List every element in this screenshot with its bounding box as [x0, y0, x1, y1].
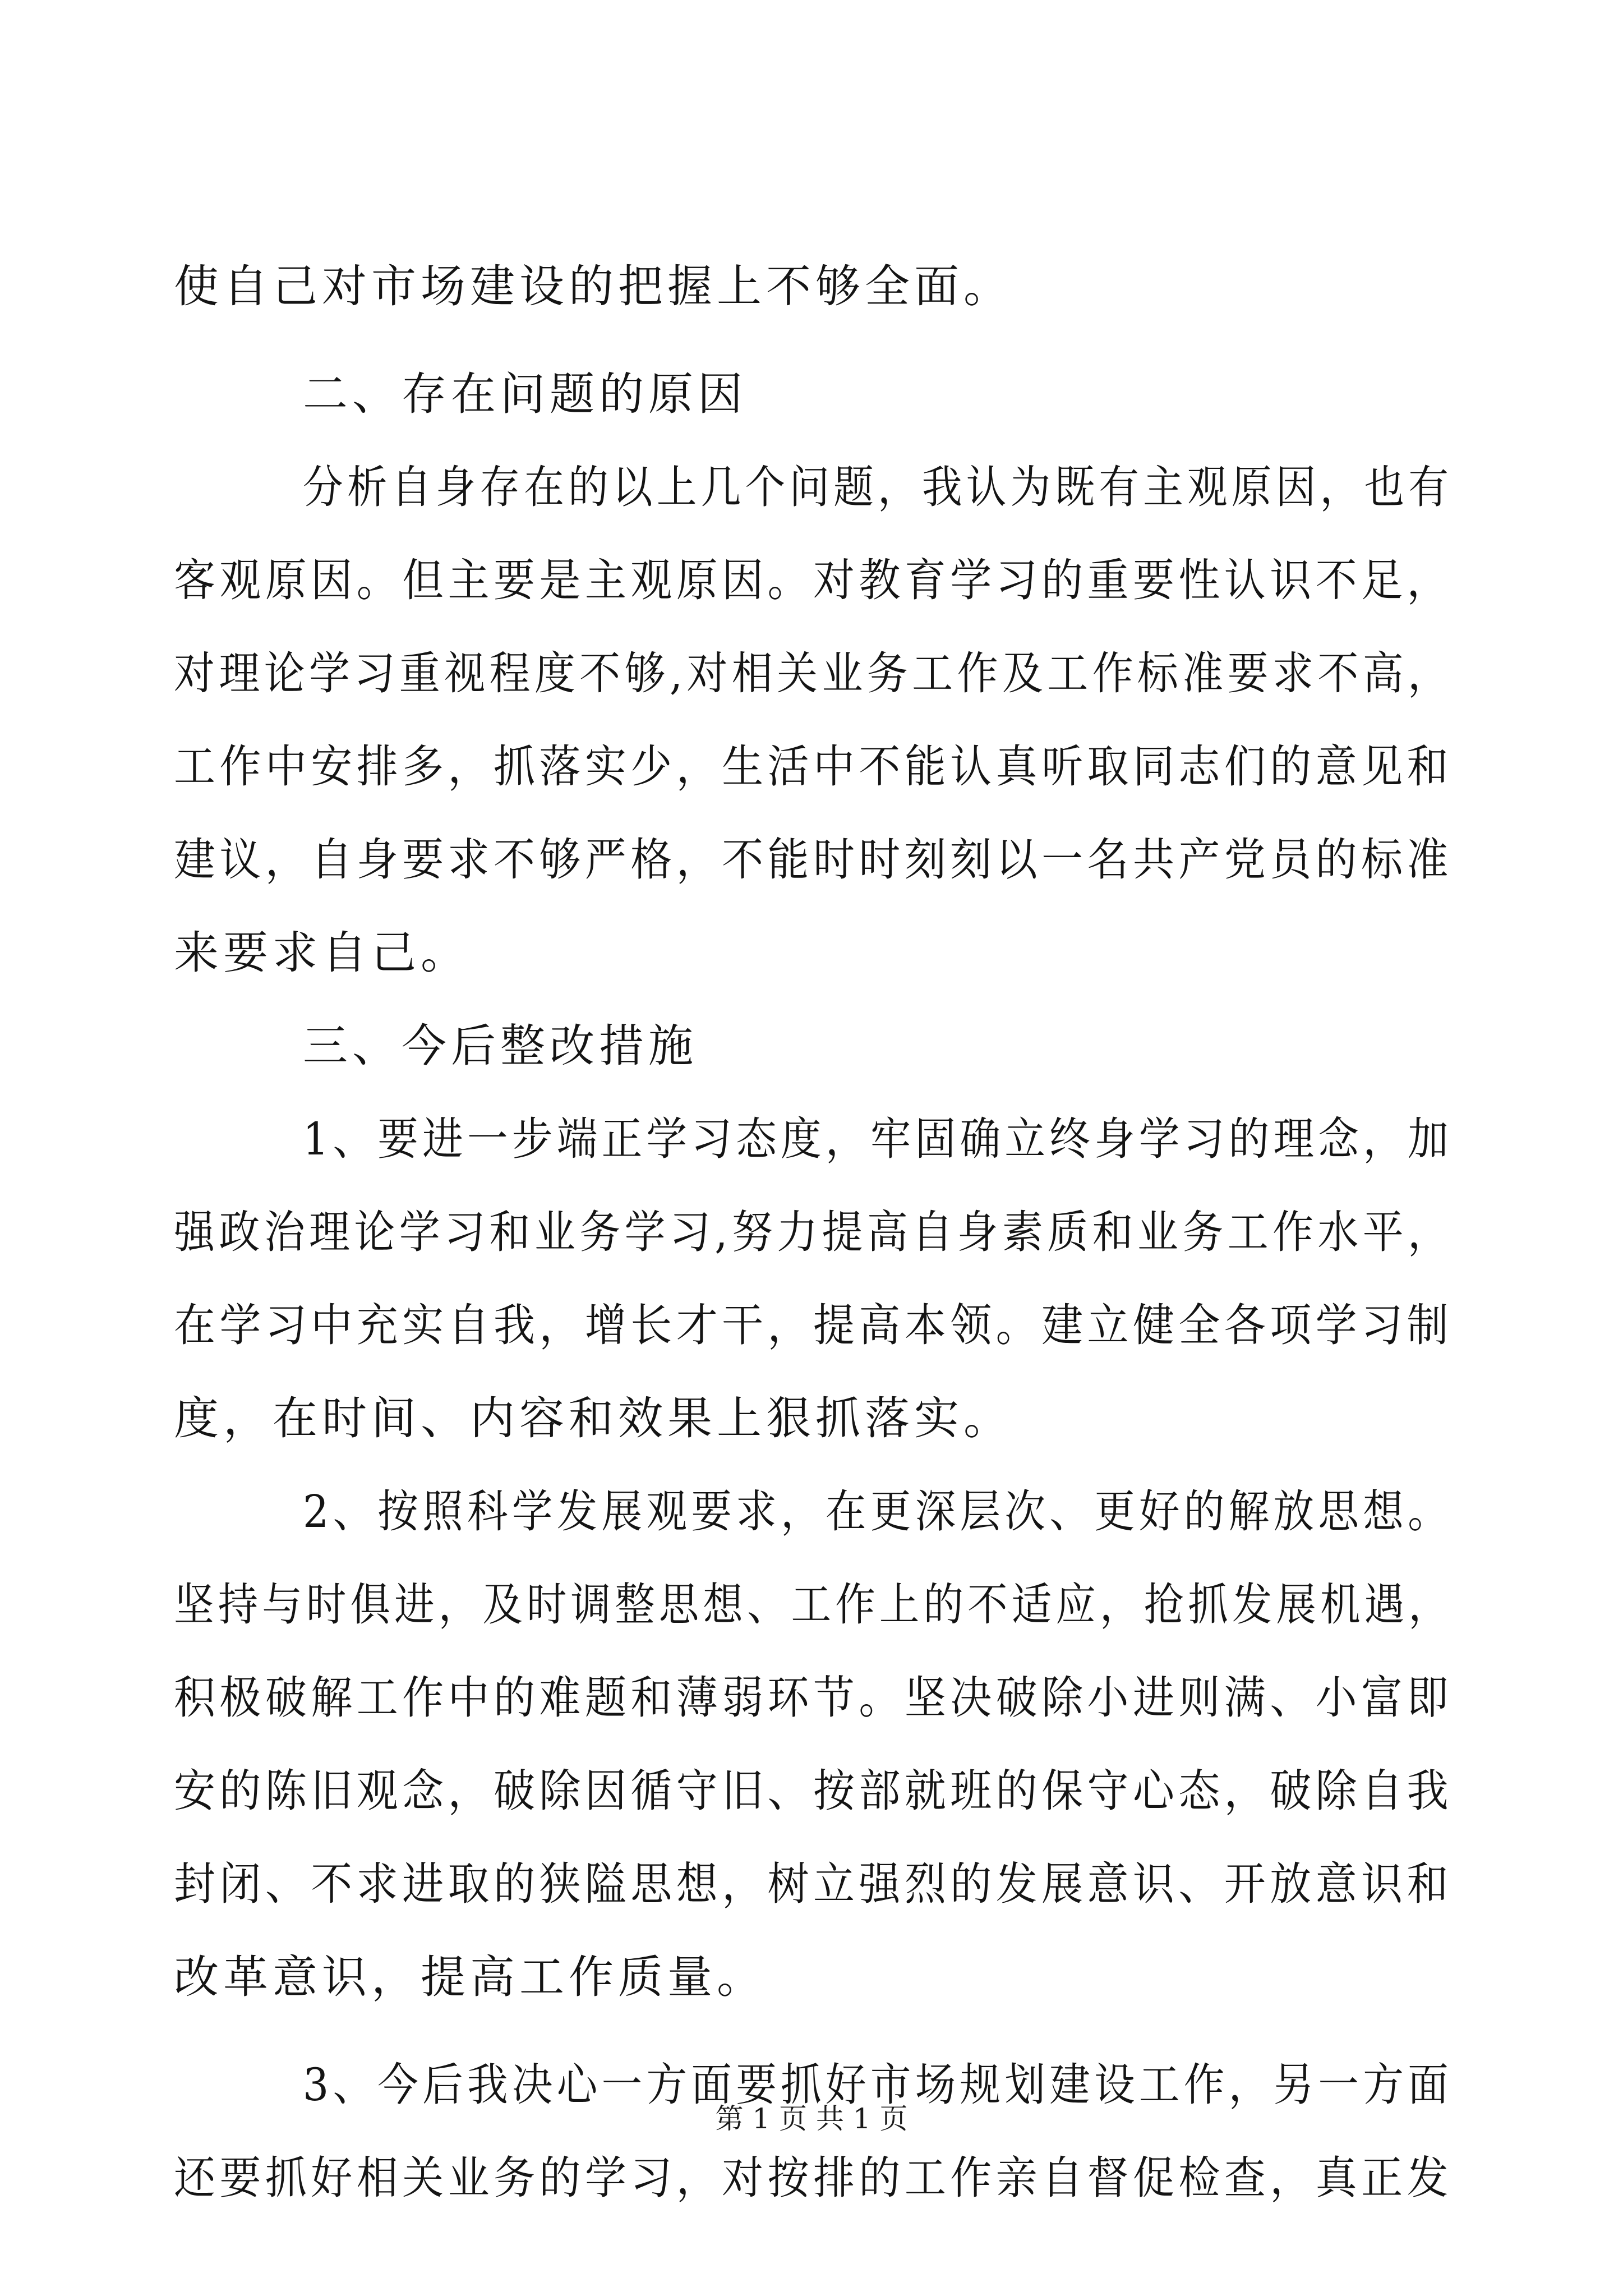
- section-heading: 二、存在问题的原因: [303, 368, 747, 420]
- text-line: 度，在时间、内容和效果上狠抓落实。: [174, 1392, 1013, 1444]
- text-line: 1、要进一步端正学习态度，牢固确立终身学习的理念，加: [303, 1113, 1453, 1165]
- section-heading: 三、今后整改措施: [303, 1020, 698, 1072]
- text-line: 积极破解工作中的难题和薄弱环节。坚决破除小进则满、小富即: [174, 1672, 1453, 1724]
- text-line: 工作中安排多，抓落实少，生活中不能认真听取同志们的意见和: [174, 740, 1453, 793]
- text-line: 对理论学习重视程度不够,对相关业务工作及工作标准要求不高，: [174, 647, 1453, 700]
- page-footer: 第 1 页 共 1 页: [715, 2102, 908, 2135]
- text-line: 安的陈旧观念，破除因循守旧、按部就班的保守心态，破除自我: [174, 1765, 1453, 1817]
- text-line: 2、按照科学发展观要求，在更深层次、更好的解放思想。: [303, 1485, 1453, 1538]
- text-line: 封闭、不求进取的狭隘思想，树立强烈的发展意识、开放意识和: [174, 1858, 1453, 1910]
- text-line: 在学习中充实自我，增长才干，提高本领。建立健全各项学习制: [174, 1299, 1453, 1351]
- text-line: 坚持与时俱进，及时调整思想、工作上的不适应，抢抓发展机遇，: [174, 1579, 1453, 1631]
- text-line: 3、今后我决心一方面要抓好市场规划建设工作，另一方面: [303, 2059, 1453, 2111]
- text-line: 强政治理论学习和业务学习,努力提高自身素质和业务工作水平，: [174, 1206, 1453, 1258]
- text-line: 改革意识，提高工作质量。: [174, 1951, 766, 2003]
- text-line: 还要抓好相关业务的学习，对按排的工作亲自督促检查，真正发: [174, 2152, 1453, 2204]
- text-line: 分析自身存在的以上几个问题，我认为既有主观原因，也有: [303, 461, 1453, 513]
- text-line: 建议，自身要求不够严格，不能时时刻刻以一名共产党员的标准: [174, 834, 1453, 886]
- text-line: 使自己对市场建设的把握上不够全面。: [174, 260, 1013, 312]
- text-line: 客观原因。但主要是主观原因。对教育学习的重要性认识不足，: [174, 554, 1453, 606]
- text-line: 来要求自己。: [174, 927, 470, 979]
